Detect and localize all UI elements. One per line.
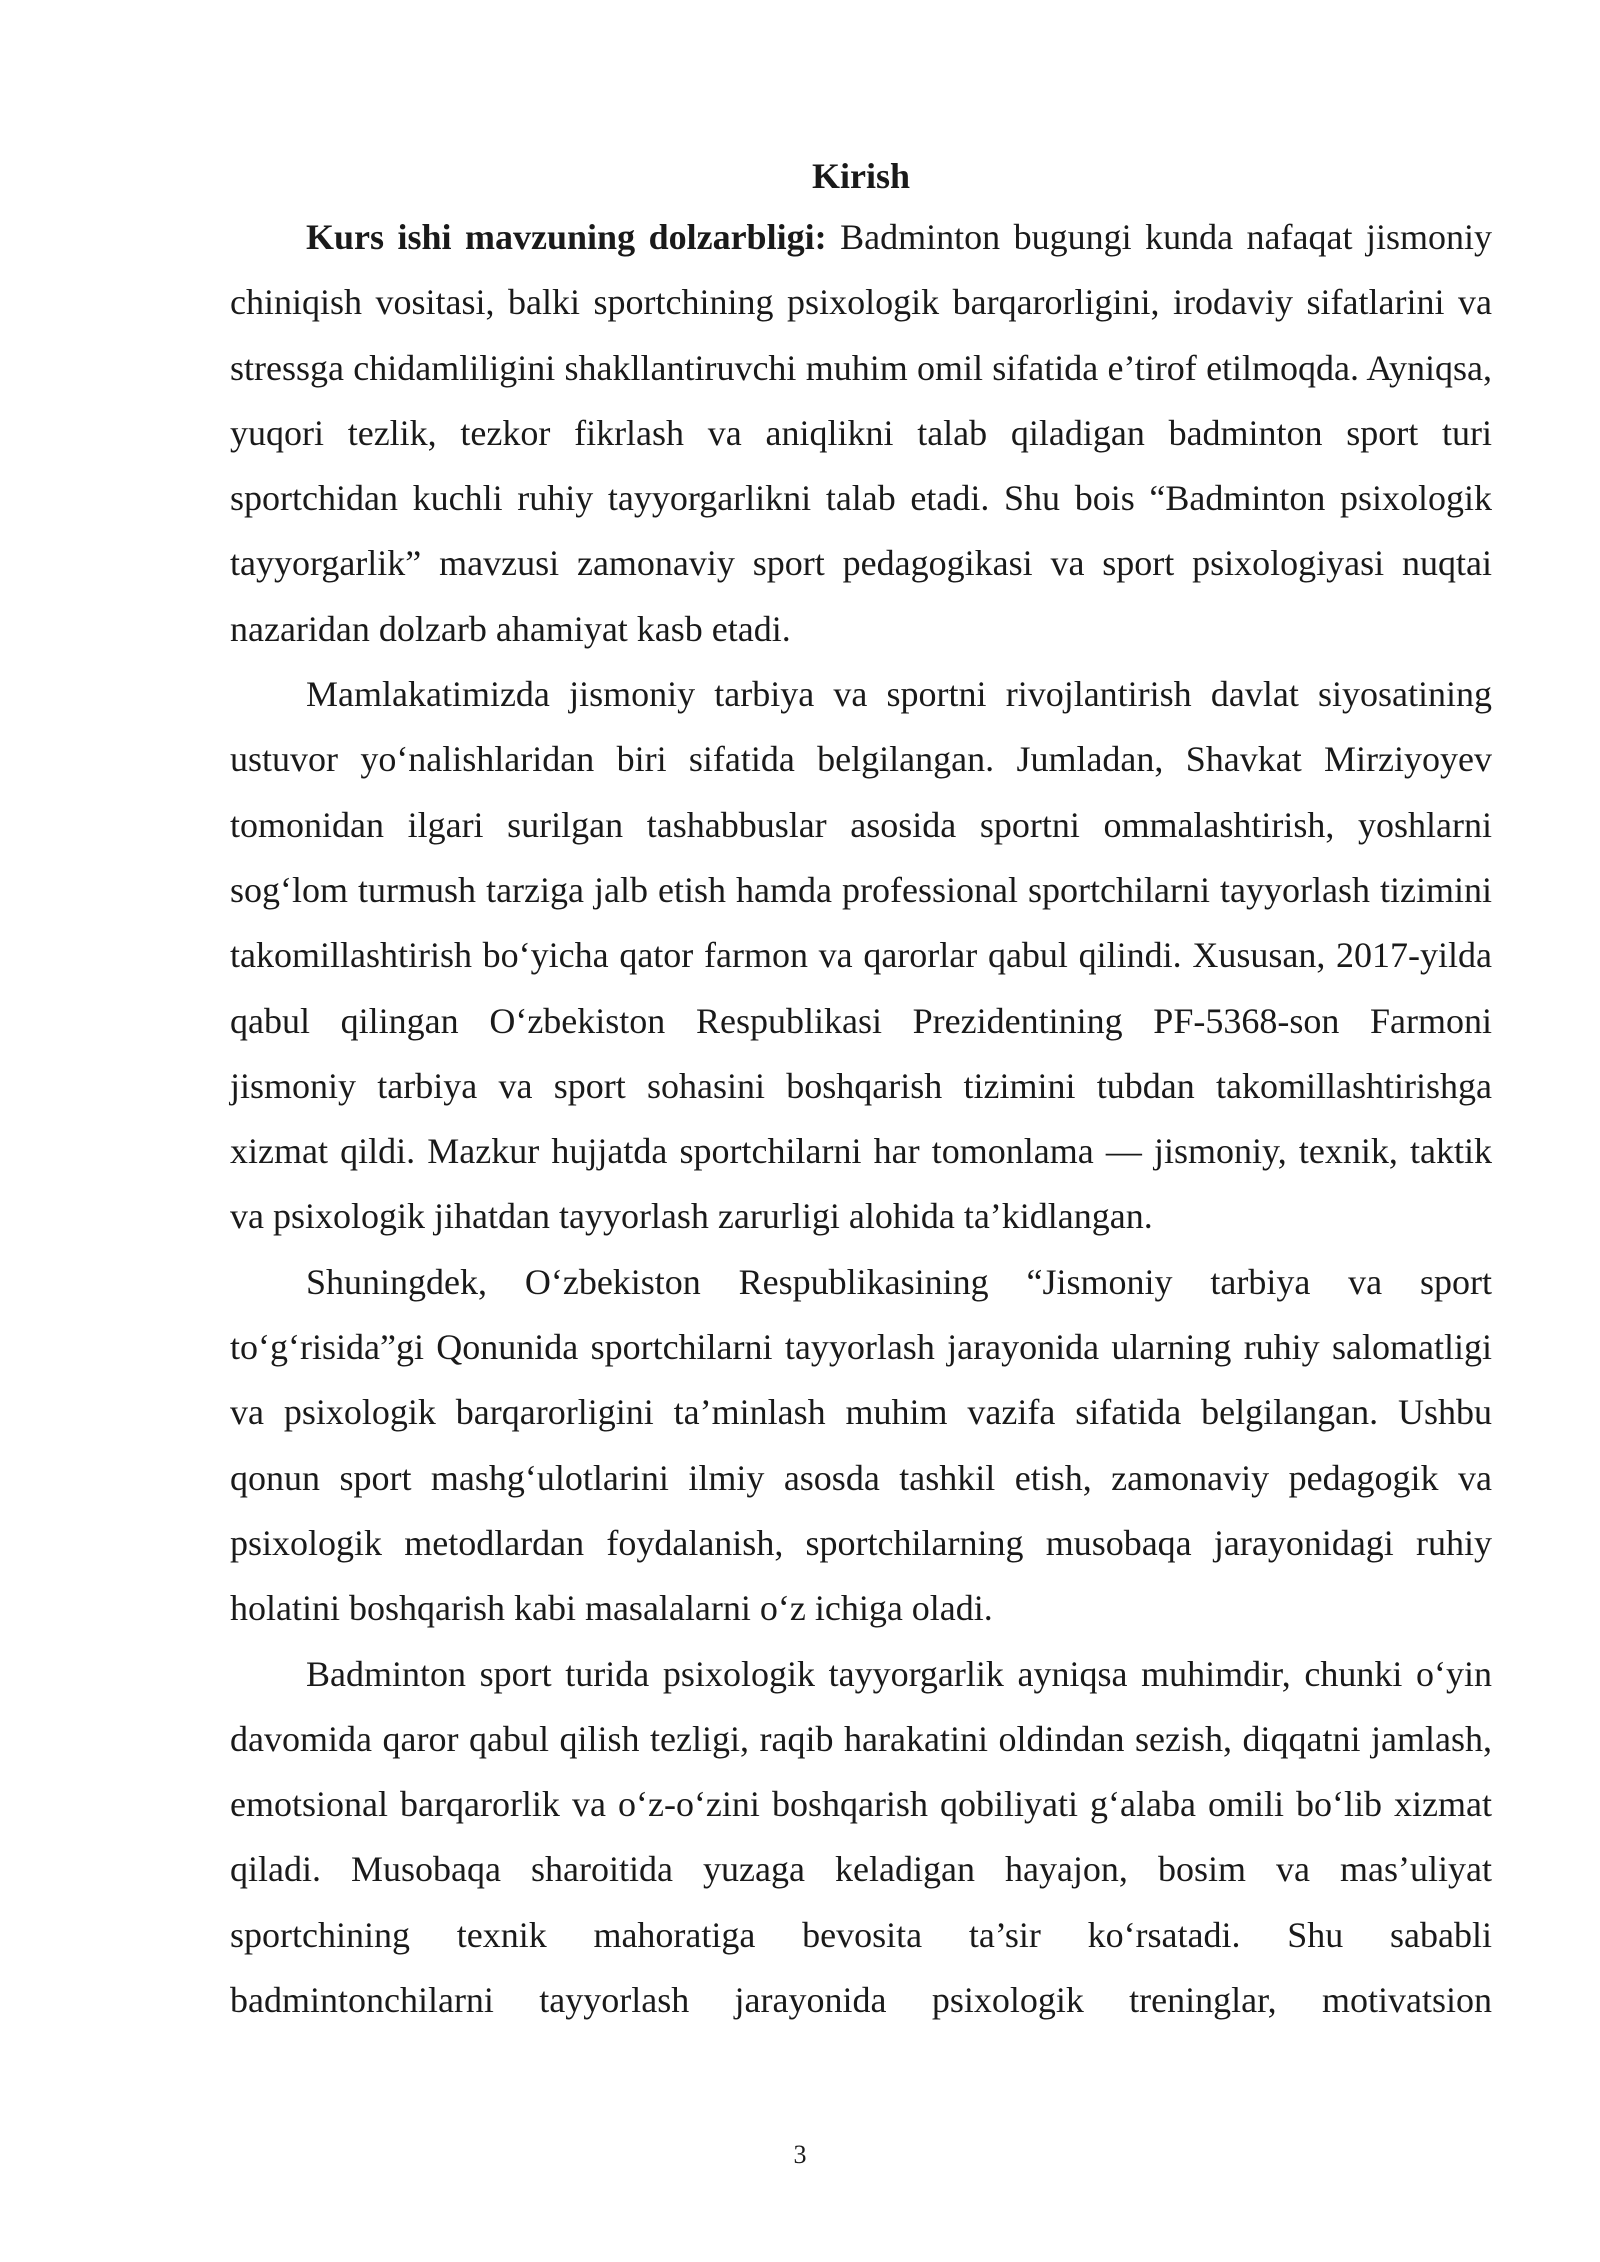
- paragraph-text: Badminton bugungi kunda nafaqat jismoniy chiniqish vositasi, balki sportchining psixologik barqarorligini, irodaviy sifatlarini va stressga chidamliligini shakllantiruvchi muhim omil sifatida e’tirof etilmoqda. Ayniqsa, yuqori tezlik, tezkor fikrlash va aniqlikni talab qiladigan badminton sport turi sportchidan kuchli ruhiy tayyorgarlikni talab etadi. Shu bois “Badminton psixologik tayyorgarlik” mavzusi zamonaviy sport pedagogikasi va sport psixologiyasi nuqtai nazaridan dolzarb ahamiyat kasb etadi.: [230, 217, 1492, 649]
- paragraph-law: Shuningdek, O‘zbekiston Respublikasining “Jismoniy tarbiya va sport to‘g‘risida”gi Qonunida sportchilarni tayyorlash jarayonida ularning ruhiy salomatligi va psixologik barqarorligini ta’minlash muhim vazifa sifatida belgilangan. Ushbu qonun sport mashg‘ulotlarini ilmiy asosda tashkil etish, zamonaviy pedagogik va psixologik metodlardan foydalanish, sportchilarning musobaqa jarayonidagi ruhiy holatini boshqarish kabi masalalarni o‘z ichiga oladi.: [230, 1261, 1492, 1629]
- paragraph-badminton-psychology: Badminton sport turida psixologik tayyorgarlik ayniqsa muhimdir, chunki o‘yin davomida qaror qabul qilish tezligi, raqib harakatini oldindan sezish, diqqatni jamlash, emotsional barqarorlik va o‘z-o‘zini boshqarish qobiliyati g‘alaba omili bo‘lib xizmat qiladi. Musobaqa sharoitida yuzaga keladigan hayajon, bosim va mas’uliyat sportchining texnik mahoratiga bevosita ta’sir ko‘rsatadi. Shu sababli badmintonchilarni tayyorlash jarayonida psixologik treninglar, motivatsion: [230, 1653, 1492, 2021]
- paragraph-relevance: [230, 205, 1492, 662]
- section-heading: Kirish: [811, 156, 910, 196]
- document-body: [230, 147, 1492, 2033]
- paragraph-state-policy: Mamlakatimizda jismoniy tarbiya va sportni rivojlantirish davlat siyosatining ustuvor yo‘nalishlaridan biri sifatida belgilangan. Jumladan, Shavkat Mirziyoyev tomonidan ilgari surilgan tashabbuslar asosida sportni ommalashtirish, yoshlarni sog‘lom turmush tarziga jalb etish hamda professional sportchilarni tayyorlash tizimini takomillashtirish bo‘yicha qator farmon va qarorlar qabul qilindi. Xususan, 2017-yilda qabul qilingan O‘zbekiston Respublikasi Prezidentining PF-5368-son Farmoni jismoniy tarbiya va sport sohasini boshqarish tizimini tubdan takomillashtirishga xizmat qildi. Mazkur hujjatda sportchilarni har tomonlama — jismoniy, texnik, taktik va psixologik jihatdan tayyorlash zarurligi alohida ta’kidlangan.: [230, 674, 1492, 1237]
- page-number: 3: [793, 2140, 807, 2169]
- paragraph-lead-in: Kurs ishi mavzuning dolzarbligi:: [306, 217, 827, 257]
